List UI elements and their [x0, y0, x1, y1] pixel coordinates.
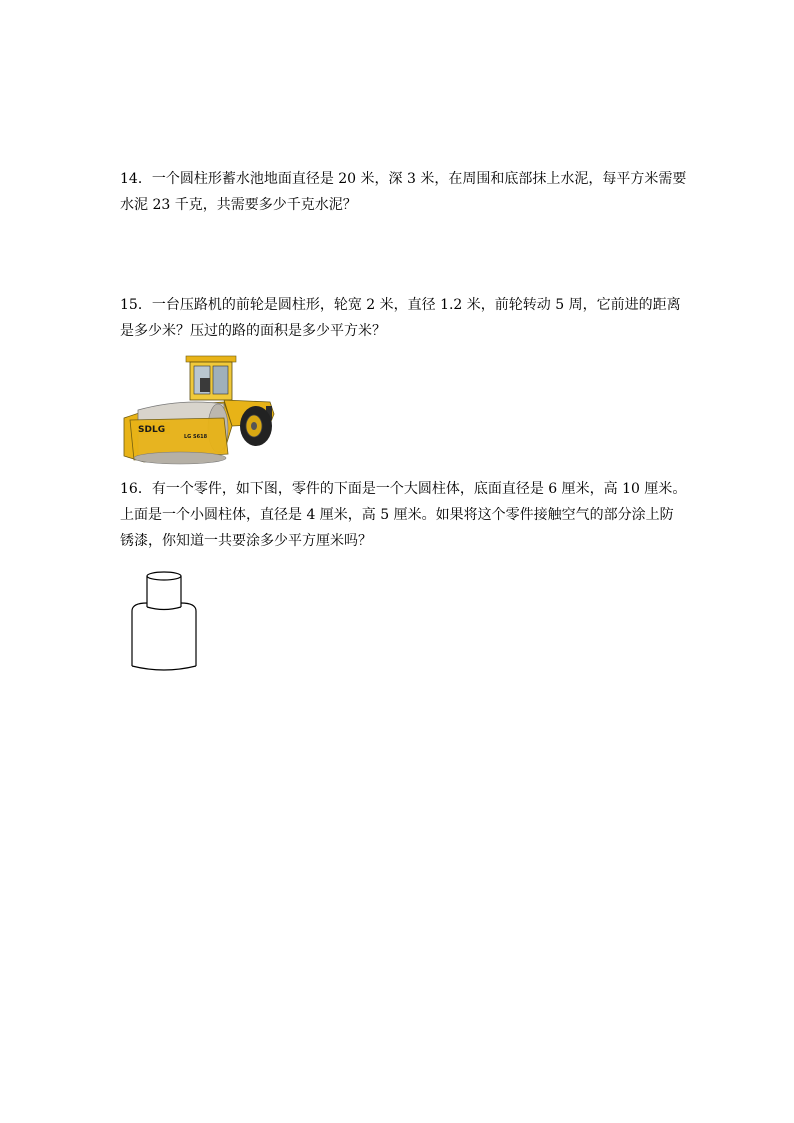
question-14-line-2: 水泥 23 千克，共需要多少千克水泥？ [120, 197, 357, 213]
roller-model-text: LG S618 [184, 434, 208, 440]
roller-brand-text: SDLG [138, 425, 166, 435]
question-14-line-1: 14．一个圆柱形蓄水池地面直径是 20 米，深 3 米，在周围和底部抹上水泥，每平方米需要 [120, 171, 687, 187]
question-15 [120, 292, 680, 344]
question-16-line-3: 锈漆，你知道一共要涂多少平方厘米吗？ [120, 533, 372, 549]
question-15-line-2: 是多少米？压过的路的面积是多少平方米？ [120, 323, 386, 339]
question-16 [120, 476, 687, 554]
road-roller-image [120, 352, 280, 468]
question-14 [120, 166, 687, 218]
cylinder-part-diagram [124, 566, 204, 676]
question-16-line-2: 上面是一个小圆柱体，直径是 4 厘米，高 5 厘米。如果将这个零件接触空气的部分涂上防 [120, 507, 674, 523]
question-16-line-1: 16．有一个零件，如下图，零件的下面是一个大圆柱体，底面直径是 6 厘米，高 10 厘米。 [120, 481, 687, 497]
question-15-line-1: 15．一台压路机的前轮是圆柱形，轮宽 2 米，直径 1.2 米，前轮转动 5 周，它前进的距离 [120, 297, 681, 313]
